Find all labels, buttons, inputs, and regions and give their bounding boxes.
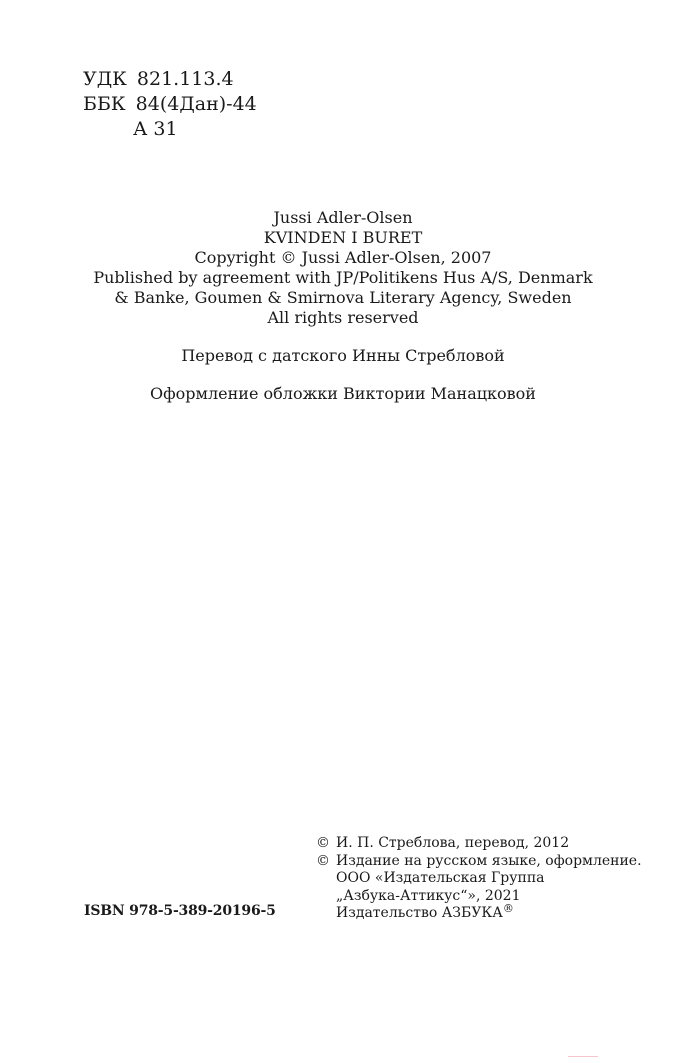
bbk-row xyxy=(83,92,257,117)
copyright-notice-edition xyxy=(316,853,642,871)
publisher-name: Издательство АЗБУКА xyxy=(336,905,503,921)
publisher-line-2: „Азбука-Аттикус“», 2021 xyxy=(336,887,521,904)
copyright-icon: © xyxy=(316,852,330,869)
author-mark: А 31 xyxy=(133,118,178,140)
rights-reserved: All rights reserved xyxy=(267,308,419,327)
registered-mark-icon: ® xyxy=(502,902,514,915)
agreement-line-2: & Banke, Goumen & Smirnova Literary Agency, Sweden xyxy=(114,288,572,307)
copyright-notice-translation xyxy=(316,835,642,853)
publisher-line-1: ООО «Издательская Группа xyxy=(336,870,545,886)
copyright-edition-text: Издание на русском языке, оформление. xyxy=(336,852,642,869)
cover-design-credit: Оформление обложки Виктории Манацковой xyxy=(150,384,536,403)
isbn: ISBN 978-5-389-20196-5 xyxy=(84,903,276,919)
udk-label: УДК xyxy=(83,68,127,90)
copyright-translation-text: И. П. Стреблова, перевод, 2012 xyxy=(336,835,570,851)
udk-row xyxy=(83,67,257,92)
author-mark-row xyxy=(83,117,257,142)
bbk-label: ББК xyxy=(83,93,126,115)
original-edition-block xyxy=(0,208,680,328)
original-title: KVINDEN I BURET xyxy=(263,228,423,247)
publisher-line-3 xyxy=(316,902,642,923)
translator-credit: Перевод с датского Инны Стребловой xyxy=(181,346,505,365)
classification-block xyxy=(83,67,257,142)
copyright-icon: © xyxy=(316,835,330,851)
original-copyright: Copyright © Jussi Adler-Olsen, 2007 xyxy=(194,248,492,267)
bbk-value: 84(4Дан)-44 xyxy=(135,93,257,115)
agreement-line-1: Published by agreement with JP/Politikens Hus A/S, Denmark xyxy=(93,268,593,287)
udk-value: 821.113.4 xyxy=(136,68,234,90)
page-corner-mark xyxy=(568,1056,598,1057)
copyright-notices xyxy=(316,835,642,923)
original-author: Jussi Adler-Olsen xyxy=(273,208,413,227)
